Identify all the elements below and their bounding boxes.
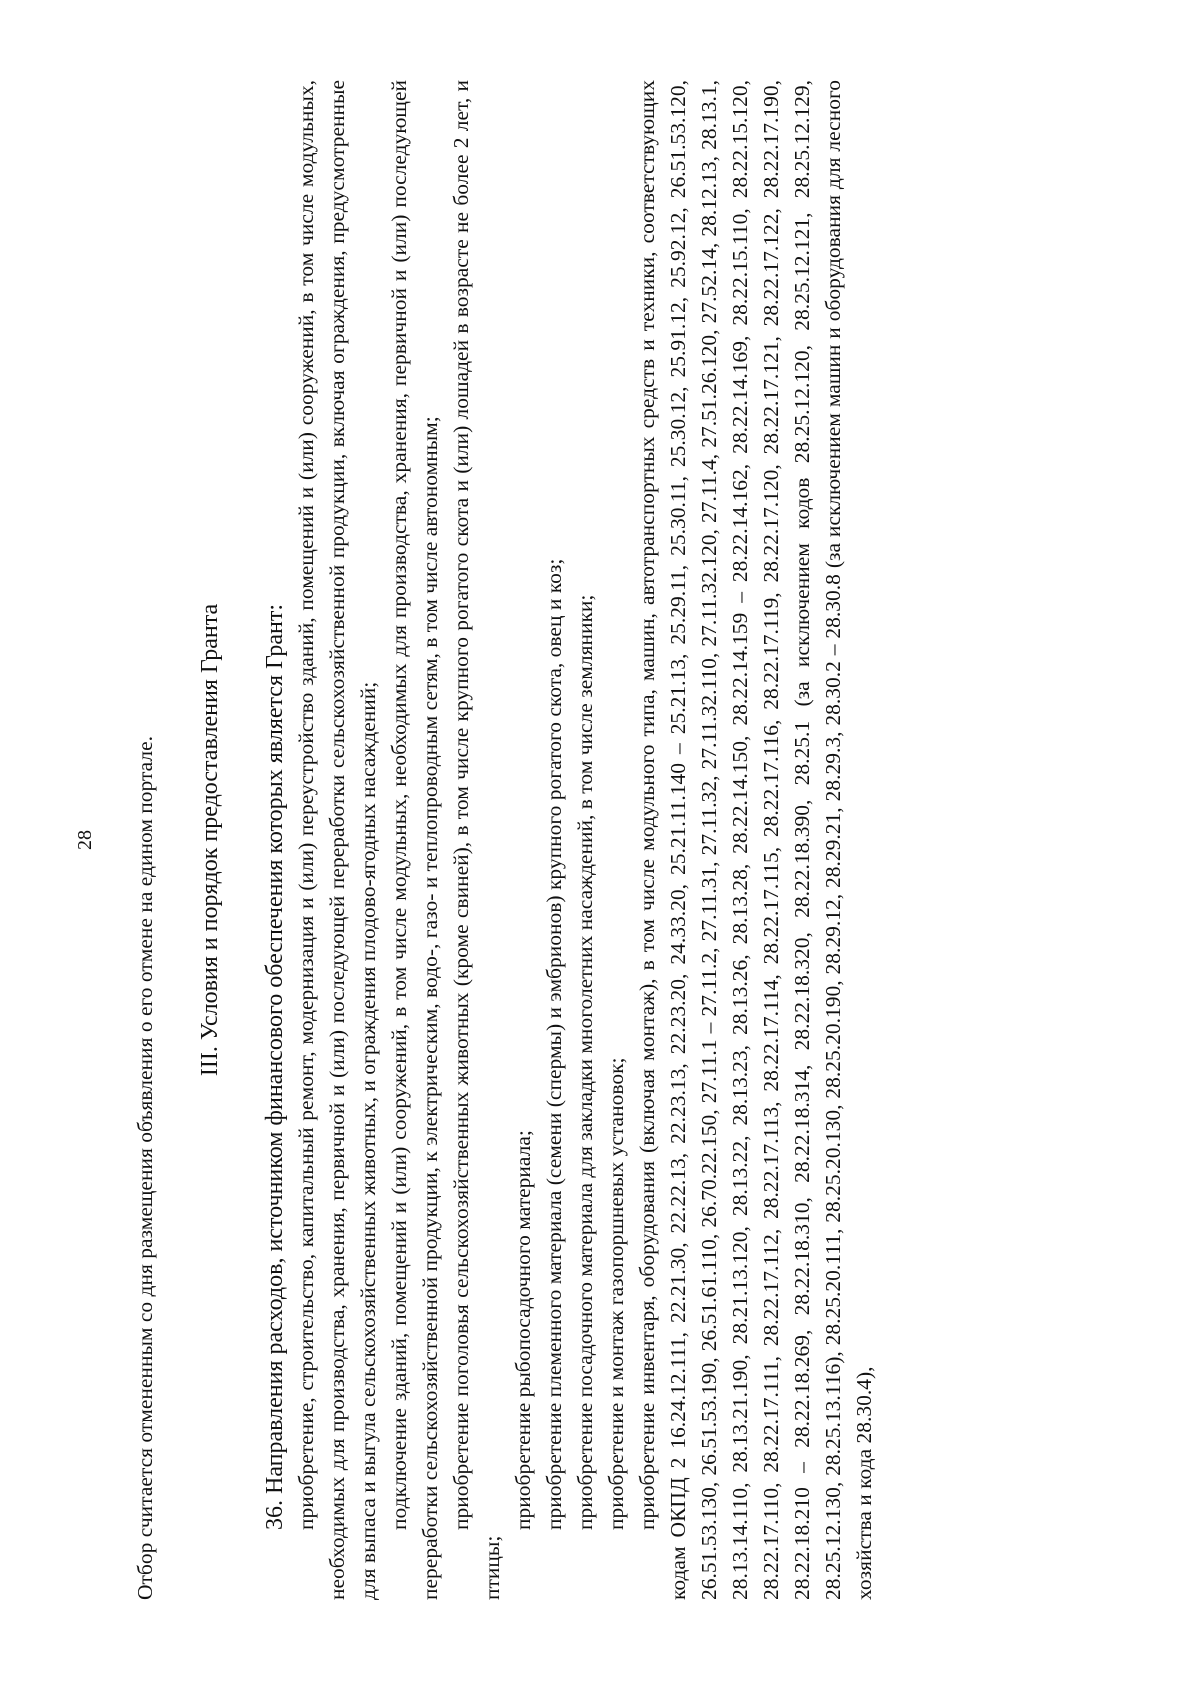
section-title: III. Условия и порядок предоставления Гранта	[197, 603, 223, 1077]
page-number: 28	[74, 830, 96, 850]
item-36-heading: 36. Направления расходов, источником финансового обеспечения которых является Грант:	[262, 603, 288, 1530]
rotated-document-page	[74, 80, 1070, 1600]
paragraph-gas-units: приобретение и монтаж газопоршневых установок;	[604, 1057, 628, 1530]
paragraph-breeding-material: приобретение племенного материала (семени (спермы) и эмбрионов) крупного рогатого скота, овец и коз;	[542, 558, 566, 1530]
paragraph-utilities: подключение зданий, помещений и (или) сооружений, в том числе модульных, необходимых для производства, хранения, первичной и (или) последующей переработки сельскохозяйственной продукции, к электрическим, водо-, газо- и теплопроводным сетям, в том числе автономным;	[387, 80, 442, 1600]
lead-paragraph: Отбор считается отмененным со дня размещения объявления о его отмене на едином портале.	[133, 735, 157, 1600]
paragraph-construction: приобретение, строительство, капитальный ремонт, модернизация и (или) переустройство зданий, помещений и (или) сооружений, в том числе модульных, необходимых для производства, хранения, первичной и (или) последующей переработки сельскохозяйственной продукции, включая ограждения, предусмотренные для выпаса и выгула сельскохозяйственных животных, и ограждения плодово-ягодных насаждений;	[294, 80, 380, 1600]
paragraph-equipment-codes: приобретение инвентаря, оборудования (включая монтаж), в том числе модульного типа, машин, автотранспортных средств и техники, соответствующих кодам ОКПД 2 16.24.12.111, 22.21.30, 22.22.13, 22.23.13, 22.23.20, 24.33.20, 25.21.11.140 – 25.21.13, 25.29.11, 25.30.11, 25.30.12, 25.91.12, 25.92.12, 26.51.53.120, 26.51.53.130, 26.51.53.190, 26.51.61.110, 26.70.22.150, 27.11.1 – 27.11.2, 27.11.31, 27.11.32, 27.11.32.110, 27.11.32.120, 27.11.4, 27.51.26.120, 27.52.14, 28.12.13, 28.13.1, 28.13.14.110, 28.13.21.190, 28.21.13.120, 28.13.22, 28.13.23, 28.13.26, 28.13.28, 28.22.14.150, 28.22.14.159 – 28.22.14.162, 28.22.14.169, 28.22.15.110, 28.22.15.120, 28.22.17.110, 28.22.17.111, 28.22.17.112, 28.22.17.113, 28.22.17.114, 28.22.17.115, 28.22.17.116, 28.22.17.119, 28.22.17.120, 28.22.17.121, 28.22.17.122, 28.22.17.190, 28.22.18.210 – 28.22.18.269, 28.22.18.310, 28.22.18.314, 28.22.18.320, 28.22.18.390, 28.25.1 (за исключением кодов 28.25.12.120, 28.25.12.121, 28.25.12.129, 28.25.12.130, 28.25.13.116), 28.25.20.111, 28.25.20.130, 28.25.20.190, 28.29.12, 28.29.21, 28.29.3, 28.30.2 – 28.30.8 (за исключением машин и оборудования для лесного хозяйства и кода 28.30.4),	[635, 80, 876, 1600]
paragraph-planting-material: приобретение посадочного материала для закладки многолетних насаждений, в том числе земляники;	[573, 594, 597, 1530]
paragraph-fish-stock: приобретение рыбопосадочного материала;	[511, 1130, 535, 1530]
paragraph-livestock: приобретение поголовья сельскохозяйственных животных (кроме свиней), в том числе крупного рогатого скота и (или) лошадей в возрасте не более 2 лет, и птицы;	[449, 80, 504, 1600]
